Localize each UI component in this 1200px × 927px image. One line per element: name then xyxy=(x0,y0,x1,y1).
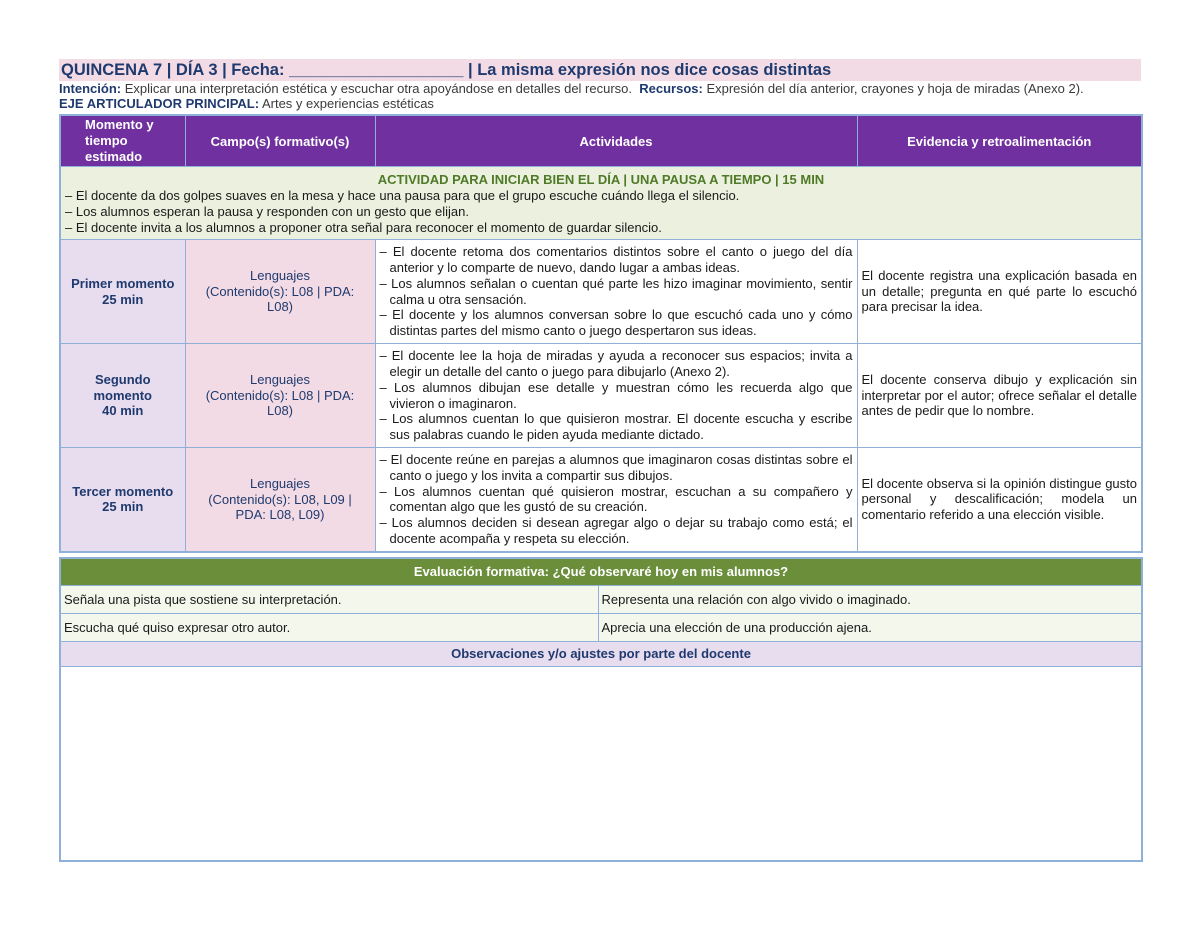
evaluation-item: Escucha qué quiso expresar otro autor. xyxy=(60,613,598,641)
activity-item: – Los alumnos señalan o cuentan qué parte les hizo imaginar movimiento, sentir calma u otra sensación. xyxy=(379,275,853,307)
campo-content: (Contenido(s): L08 | PDA: L08) xyxy=(205,387,355,419)
moment-name: Segundo momento xyxy=(93,372,152,403)
moment-cell xyxy=(60,344,185,448)
activities-cell xyxy=(375,344,857,448)
activity-item: – Los alumnos dibujan ese detalle y muestran cómo les recuerda algo que vivieron o imaginaron. xyxy=(379,379,853,411)
moment-name: Tercer momento xyxy=(72,483,174,499)
eje-line xyxy=(59,96,1141,111)
starter-cell xyxy=(60,167,1142,240)
evidence-cell: El docente observa si la opinión distingue gusto personal y descalificación; modela un comentario referido a una elección visible. xyxy=(857,448,1142,552)
activity-item: – Los alumnos cuentan qué quisieron mostrar, escuchan a su compañero y comentan algo que les gustó de su creación. xyxy=(379,483,853,515)
intencion-label: Intención: xyxy=(59,81,122,96)
moment-time: 25 min xyxy=(102,291,144,307)
page-title xyxy=(59,59,1141,81)
activity-item: – El docente lee la hoja de miradas y ayuda a reconocer sus espacios; invita a elegir un detalle del canto o juego para dibujarlo (Anexo 2). xyxy=(379,348,853,379)
table-row xyxy=(60,240,1142,344)
eje-label: EJE ARTICULADOR PRINCIPAL: xyxy=(59,96,260,111)
activity-item: – Los alumnos cuentan lo que quisieron mostrar. El docente escucha y escribe sus palabras cuando le piden ayuda mediante dictado. xyxy=(379,411,853,443)
evaluation-item: Representa una relación con algo vivido o imaginado. xyxy=(598,585,1142,613)
starter-item: – Los alumnos esperan la pausa y responden con un gesto que elijan. xyxy=(65,204,470,219)
activity-item: – El docente retoma dos comentarios distintos sobre el canto o juego del día anterior y lo comparte de nuevo, dando lugar a ambas ideas. xyxy=(379,244,853,275)
campo-cell xyxy=(185,240,375,344)
recursos-label: Recursos: xyxy=(639,81,703,96)
starter-item: – El docente invita a los alumnos a proponer otra señal para reconocer el momento de guardar silencio. xyxy=(65,220,662,235)
fecha-blank: ___________________ xyxy=(289,61,464,79)
campo-content: (Contenido(s): L08, L09 | PDA: L08, L09) xyxy=(208,491,352,523)
lesson-plan-page xyxy=(59,59,1141,862)
campo-cell xyxy=(185,344,375,448)
campo-name: Lenguajes xyxy=(250,372,310,388)
header-momento: Momento y tiempo estimado xyxy=(60,115,185,167)
moment-name: Primer momento xyxy=(71,276,175,291)
title-prefix: QUINCENA 7 | DÍA 3 | Fecha: xyxy=(61,61,290,79)
header-evidencia: Evidencia y retroalimentación xyxy=(857,115,1142,167)
campo-name: Lenguajes xyxy=(250,268,310,284)
activities-cell xyxy=(375,240,857,344)
starter-item: – El docente da dos golpes suaves en la mesa y hace una pausa para que el grupo escuche cuándo llega el silencio. xyxy=(65,188,740,203)
evaluation-table xyxy=(59,557,1143,862)
moment-time: 25 min xyxy=(102,499,144,515)
recursos-text: Expresión del día anterior, crayones y hoja de miradas (Anexo 2). xyxy=(702,81,1084,96)
campo-name: Lenguajes xyxy=(250,476,310,492)
starter-row xyxy=(60,167,1142,240)
evaluation-item: Señala una pista que sostiene su interpretación. xyxy=(60,585,598,613)
intencion-text: Explicar una interpretación estética y escuchar otra apoyándose en detalles del recurso. xyxy=(121,81,633,96)
moment-cell xyxy=(60,240,185,344)
eje-text: Artes y experiencias estéticas xyxy=(259,96,434,111)
campo-cell xyxy=(185,448,375,552)
table-row xyxy=(60,448,1142,552)
evidence-cell: El docente registra una explicación basada en un detalle; pregunta en qué parte lo escuchó para precisar la idea. xyxy=(857,240,1142,344)
activity-item: – Los alumnos deciden si desean agregar algo o dejar su trabajo como está; el docente acompaña y respeta su elección. xyxy=(379,515,853,546)
evaluation-title: Evaluación formativa: ¿Qué observaré hoy en mis alumnos? xyxy=(60,558,1142,586)
evidence-cell: El docente conserva dibujo y explicación sin interpretar por el autor; ofrece señalar el detalle antes de pedir que lo nombre. xyxy=(857,344,1142,448)
table-header-row xyxy=(60,115,1142,167)
observations-area[interactable] xyxy=(60,666,1142,861)
activity-item: – El docente y los alumnos conversan sobre lo que escuchó cada uno y cómo distintas partes del mismo canto o juego despertaron sus ideas. xyxy=(379,307,853,339)
moment-time: 40 min xyxy=(102,403,144,419)
starter-title: ACTIVIDAD PARA INICIAR BIEN EL DÍA | UNA PAUSA A TIEMPO | 15 MIN xyxy=(377,172,825,187)
table-row xyxy=(60,344,1142,448)
activities-cell xyxy=(375,448,857,552)
title-suffix: | La misma expresión nos dice cosas distintas xyxy=(463,61,832,79)
header-actividades: Actividades xyxy=(375,115,857,167)
evaluation-item: Aprecia una elección de una producción ajena. xyxy=(598,613,1142,641)
observations-title: Observaciones y/o ajustes por parte del docente xyxy=(60,641,1142,666)
activities-table xyxy=(59,114,1143,553)
activity-item: – El docente reúne en parejas a alumnos que imaginaron cosas distintas sobre el canto o juego y los invita a compartir sus dibujos. xyxy=(379,452,853,483)
intencion-line xyxy=(59,81,1141,96)
header-campo: Campo(s) formativo(s) xyxy=(185,115,375,167)
campo-content: (Contenido(s): L08 | PDA: L08) xyxy=(205,283,355,315)
moment-cell xyxy=(60,448,185,552)
